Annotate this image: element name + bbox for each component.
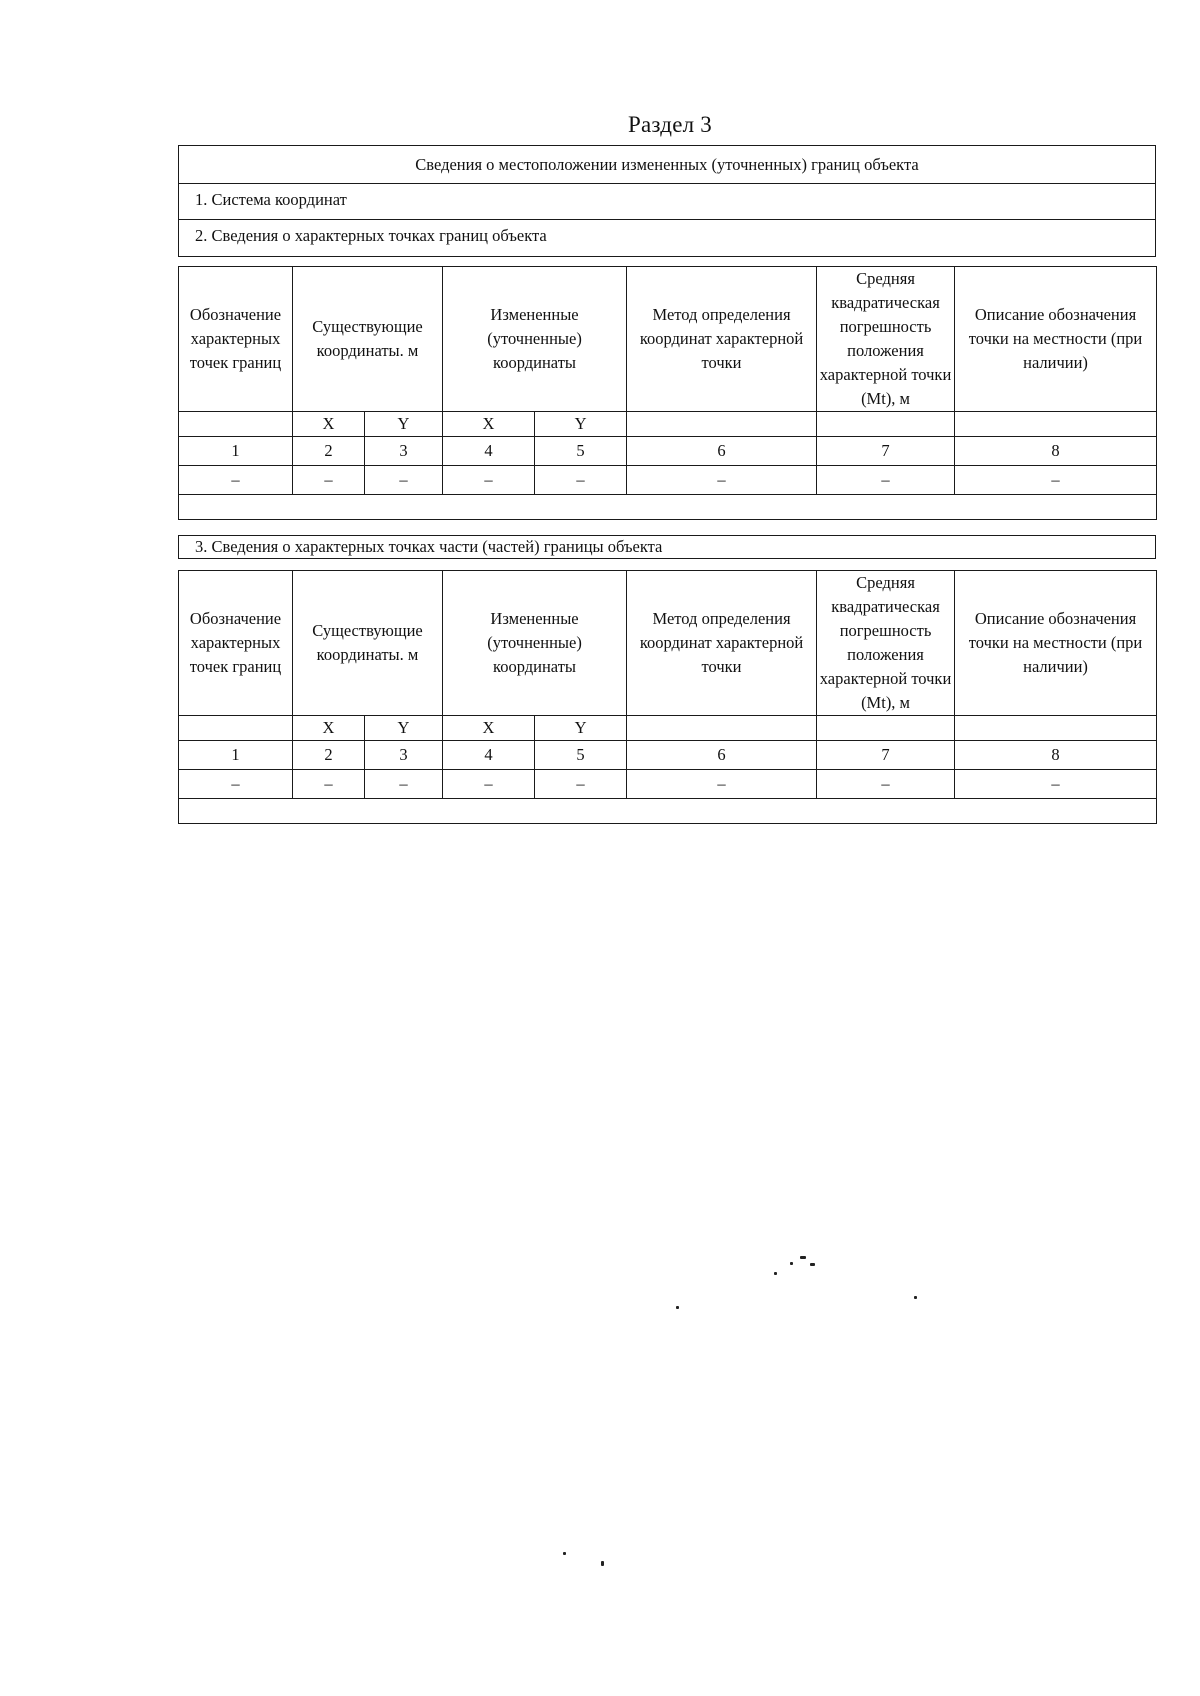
- column-header-designation: Обозначение характерных точек границ: [179, 571, 293, 716]
- points-title-row: 2. Сведения о характерных точках границ объекта: [195, 226, 547, 245]
- column-number: 3: [365, 437, 443, 466]
- header-box-title: Сведения о местоположении измененных (уточненных) границ объекта: [179, 146, 1155, 184]
- table-cell: –: [293, 466, 365, 495]
- column-number: 2: [293, 437, 365, 466]
- column-number: 5: [535, 437, 627, 466]
- column-header-existing: Существующие координаты. м: [293, 571, 443, 716]
- table-cell: –: [443, 770, 535, 799]
- column-header-method: Метод определения координат характерной точки: [627, 267, 817, 412]
- axis-x-existing: X: [293, 716, 365, 741]
- axis-x-existing: X: [293, 412, 365, 437]
- table-cell: –: [443, 466, 535, 495]
- table-cell: –: [365, 466, 443, 495]
- column-number: 4: [443, 741, 535, 770]
- table-cell: –: [955, 770, 1157, 799]
- scan-speck: [676, 1306, 679, 1309]
- scan-speck: [914, 1296, 917, 1299]
- table-cell: –: [955, 466, 1157, 495]
- column-number: 3: [365, 741, 443, 770]
- column-number: 8: [955, 437, 1157, 466]
- column-header-designation: Обозначение характерных точек границ: [179, 267, 293, 412]
- axis-cell-empty: [817, 716, 955, 741]
- table-header-row: [179, 267, 1157, 412]
- table-blank-row: [179, 495, 1157, 520]
- table-cell: –: [535, 466, 627, 495]
- table-cell: –: [179, 770, 293, 799]
- column-header-changed: Измененные (уточненные) координаты: [443, 267, 627, 412]
- table-blank-cell: [179, 799, 1157, 824]
- column-number: 7: [817, 437, 955, 466]
- column-header-changed: Измененные (уточненные) координаты: [443, 571, 627, 716]
- axis-row: [179, 412, 1157, 437]
- coordinate-system-row: 1. Система координат: [179, 184, 1155, 220]
- axis-y-changed: Y: [535, 716, 627, 741]
- axis-row: [179, 716, 1157, 741]
- column-header-existing: Существующие координаты. м: [293, 267, 443, 412]
- table-row: [179, 770, 1157, 799]
- column-header-error: Средняя квадратическая погрешность положения характерной точки (Mt), м: [817, 267, 955, 412]
- scan-speck: [601, 1561, 604, 1566]
- column-number: 7: [817, 741, 955, 770]
- column-number: 8: [955, 741, 1157, 770]
- table-cell: –: [365, 770, 443, 799]
- table-cell: –: [293, 770, 365, 799]
- axis-y-changed: Y: [535, 412, 627, 437]
- section-title: Раздел 3: [628, 112, 712, 137]
- table-cell: –: [817, 466, 955, 495]
- column-header-method: Метод определения координат характерной точки: [627, 571, 817, 716]
- axis-cell-empty: [955, 716, 1157, 741]
- table-cell: –: [627, 466, 817, 495]
- parts-title-row: 3. Сведения о характерных точках части (частей) границы объекта: [195, 537, 663, 556]
- table-header-row: [179, 571, 1157, 716]
- column-header-description: Описание обозначения точки на местности (при наличии): [955, 571, 1157, 716]
- scan-speck: [810, 1263, 815, 1266]
- table-cell: –: [535, 770, 627, 799]
- scan-speck: [800, 1256, 806, 1259]
- column-number: 6: [627, 437, 817, 466]
- column-number: 2: [293, 741, 365, 770]
- scan-speck: [774, 1272, 777, 1275]
- table-cell: –: [817, 770, 955, 799]
- table-cell: –: [179, 466, 293, 495]
- scan-speck: [790, 1262, 793, 1265]
- axis-cell-empty: [627, 412, 817, 437]
- column-number: 5: [535, 741, 627, 770]
- table-row: [179, 466, 1157, 495]
- axis-x-changed: X: [443, 412, 535, 437]
- axis-cell-empty: [955, 412, 1157, 437]
- axis-x-changed: X: [443, 716, 535, 741]
- axis-y-existing: Y: [365, 412, 443, 437]
- axis-cell-empty: [817, 412, 955, 437]
- table-cell: –: [627, 770, 817, 799]
- column-header-description: Описание обозначения точки на местности (при наличии): [955, 267, 1157, 412]
- column-header-error: Средняя квадратическая погрешность положения характерной точки (Mt), м: [817, 571, 955, 716]
- axis-cell-empty: [627, 716, 817, 741]
- table-blank-row: [179, 799, 1157, 824]
- axis-cell-empty: [179, 716, 293, 741]
- header-box: [178, 145, 1156, 257]
- column-number: 1: [179, 741, 293, 770]
- column-number-row: [179, 741, 1157, 770]
- axis-y-existing: Y: [365, 716, 443, 741]
- parts-title-box: [178, 535, 1156, 559]
- boundary-points-table: [178, 266, 1157, 520]
- table-blank-cell: [179, 495, 1157, 520]
- column-number: 4: [443, 437, 535, 466]
- axis-cell-empty: [179, 412, 293, 437]
- part-points-table: [178, 570, 1157, 824]
- column-number-row: [179, 437, 1157, 466]
- column-number: 6: [627, 741, 817, 770]
- column-number: 1: [179, 437, 293, 466]
- scan-speck: [563, 1552, 566, 1555]
